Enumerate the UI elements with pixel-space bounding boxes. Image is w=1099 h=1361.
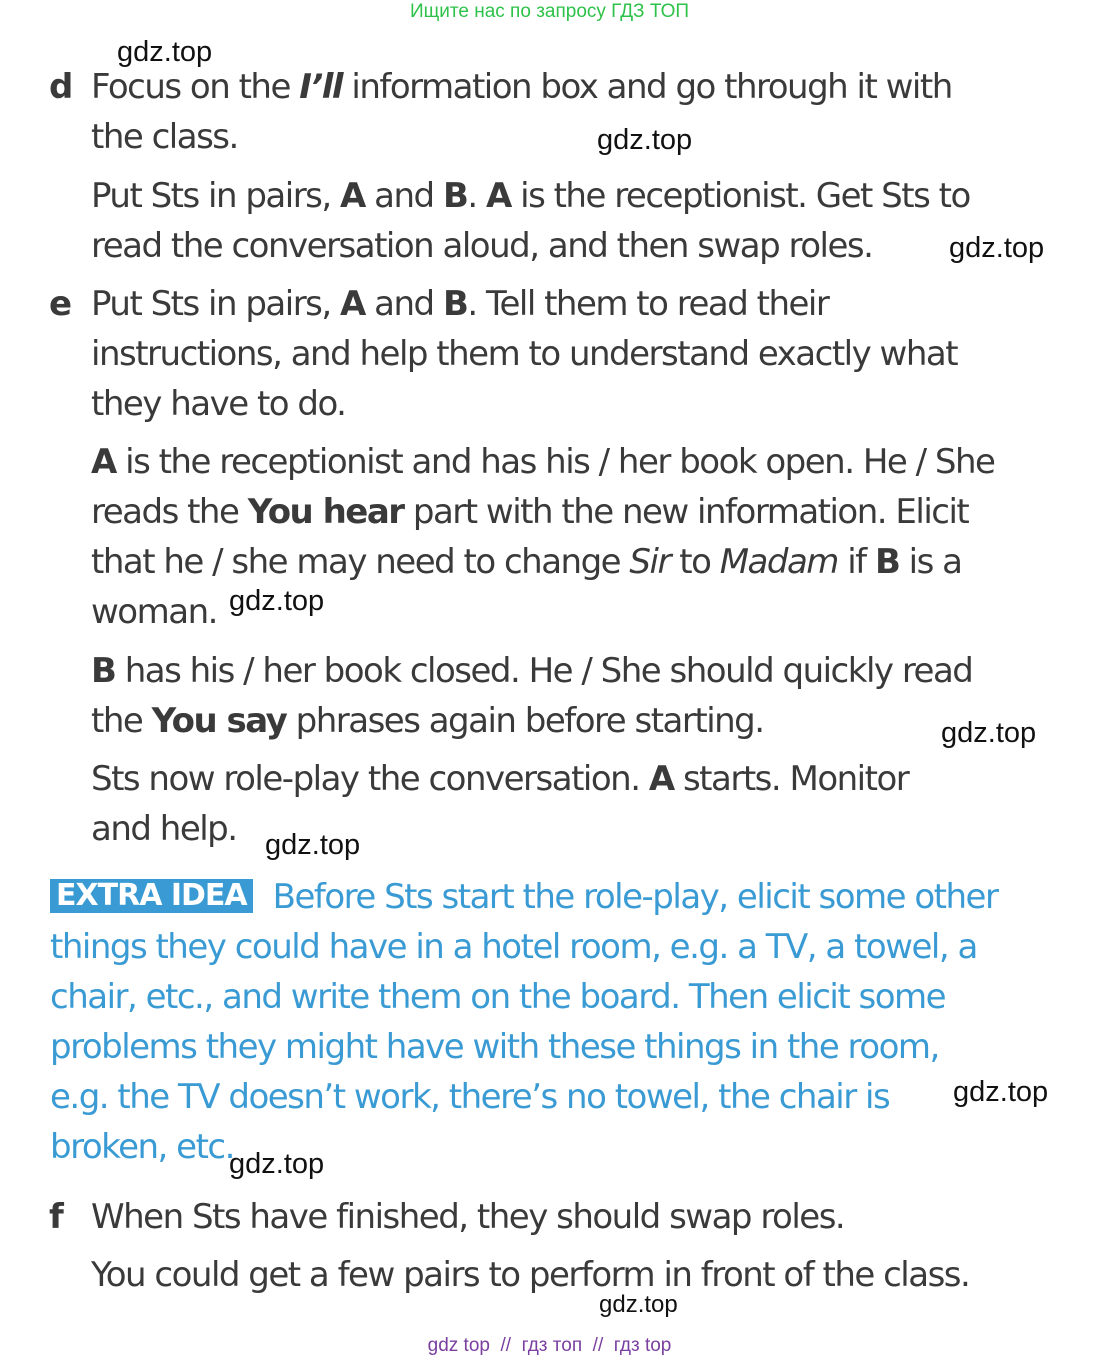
watermark: gdz.top — [953, 1076, 1049, 1108]
section-d-line-2: the class. — [91, 117, 238, 157]
section-f-letter: f — [49, 1197, 64, 1237]
section-e-line-4: A is the receptionist and has his / her book open. He / She — [91, 442, 995, 482]
section-e-line-1: Put Sts in pairs, A and B. Tell them to read their — [91, 284, 829, 324]
watermark: gdz.top — [229, 1148, 325, 1180]
bottom-banner[interactable]: gdz top // гдз топ // гдз top — [427, 1335, 672, 1356]
watermark: gdz.top — [941, 717, 1037, 749]
watermark: gdz.top — [597, 124, 693, 156]
ill-emphasis: I’ll — [299, 67, 343, 107]
section-f-line-2: You could get a few pairs to perform in front of the class. — [91, 1255, 970, 1295]
extra-idea-line-4: problems they might have with these things in the room, — [50, 1027, 939, 1067]
watermark: gdz.top — [229, 585, 325, 617]
extra-idea-line-5: e.g. the TV doesn’t work, there’s no towel, the chair is — [50, 1077, 890, 1117]
section-e-line-5: reads the You hear part with the new information. Elicit — [91, 492, 969, 532]
section-e-line-11: and help. — [91, 809, 237, 849]
section-e-line-7: woman. — [91, 592, 217, 632]
extra-idea-line-2: things they could have in a hotel room, e.g. a TV, a towel, a — [50, 927, 977, 967]
section-e-line-2: instructions, and help them to understand exactly what — [91, 334, 958, 374]
watermark: gdz.top — [599, 1291, 678, 1318]
section-d-letter: d — [49, 67, 74, 107]
section-e-line-10: Sts now role-play the conversation. A starts. Monitor — [91, 759, 909, 799]
watermark: gdz.top — [117, 36, 213, 68]
watermark: gdz.top — [949, 232, 1045, 264]
top-banner[interactable]: Ищите нас по запросу ГДЗ ТОП — [409, 1, 690, 22]
extra-idea-line-3: chair, etc., and write them on the board. Then elicit some — [50, 977, 946, 1017]
section-e-line-8: B has his / her book closed. He / She should quickly read — [91, 651, 973, 691]
extra-idea-line-1: EXTRA IDEA Before Sts start the role-play, elicit some other — [50, 875, 997, 919]
section-e-letter: e — [49, 284, 73, 324]
section-d-line-3: Put Sts in pairs, A and B. A is the receptionist. Get Sts to — [91, 176, 970, 216]
section-f-line-1: When Sts have finished, they should swap roles. — [91, 1197, 845, 1237]
section-d-line-4: read the conversation aloud, and then swap roles. — [91, 226, 873, 266]
extra-idea-line-6: broken, etc. — [50, 1127, 234, 1167]
section-e-line-6: that he / she may need to change Sir to Madam if B is a — [91, 542, 962, 582]
section-d-line-1: Focus on the I’ll information box and go through it with — [91, 67, 952, 107]
watermark: gdz.top — [265, 829, 361, 861]
extra-idea-badge: EXTRA IDEA — [50, 879, 253, 913]
section-e-line-3: they have to do. — [91, 384, 346, 424]
section-e-line-9: the You say phrases again before starting. — [91, 701, 764, 741]
